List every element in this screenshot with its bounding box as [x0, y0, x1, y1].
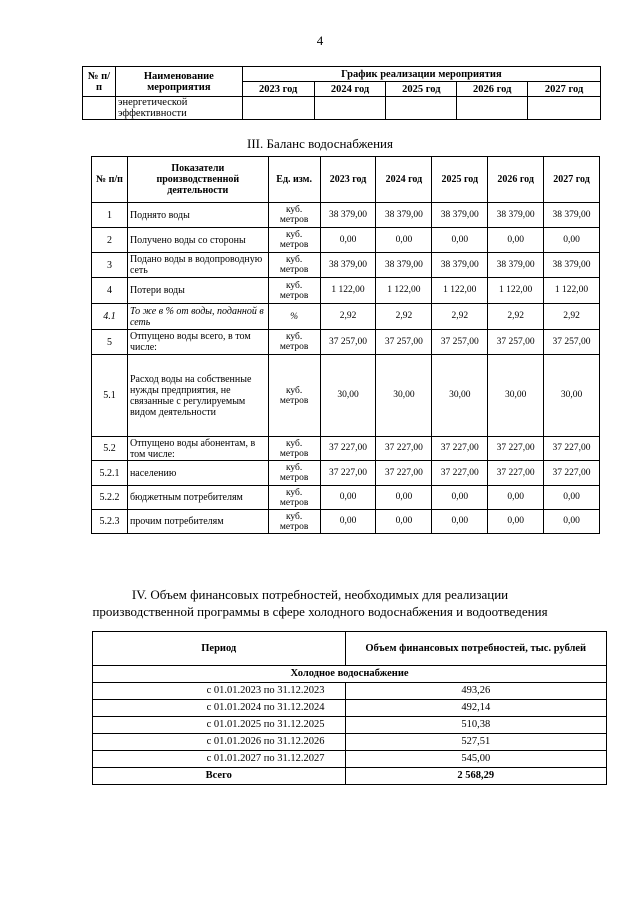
row-value: 30,00	[544, 355, 600, 437]
row-value: 2,92	[432, 304, 488, 330]
row-value: 37 227,00	[488, 461, 544, 486]
row-value: 0,00	[544, 228, 600, 253]
row-value: 0,00	[432, 486, 488, 510]
row-num: 4.1	[92, 304, 128, 330]
row-num: 5	[92, 330, 128, 355]
year-header: 2023 год	[320, 157, 376, 203]
row-value: 37 227,00	[544, 461, 600, 486]
total-value: 2 568,29	[345, 768, 607, 785]
header-measure-name: Наименование мероприятия	[115, 67, 242, 97]
group-row-cold-water: Холодное водоснабжение	[93, 666, 607, 683]
row-value: 1 122,00	[320, 278, 376, 304]
row-value: 37 227,00	[320, 437, 376, 461]
row-value: 38 379,00	[432, 203, 488, 228]
row-value: 1 122,00	[488, 278, 544, 304]
row-num: 5.2.2	[92, 486, 128, 510]
period-cell: с 01.01.2027 по 31.12.2027	[93, 751, 346, 768]
value-cell: 492,14	[345, 700, 607, 717]
row-value: 2,92	[376, 304, 432, 330]
row-value: 2,92	[488, 304, 544, 330]
page-number: 4	[316, 33, 324, 48]
row-num: 1	[92, 203, 128, 228]
table-row	[92, 278, 600, 304]
table-row	[92, 437, 600, 461]
row-indicator: Получено воды со стороны	[127, 228, 268, 253]
row-value: 0,00	[432, 228, 488, 253]
row-value: 37 227,00	[320, 461, 376, 486]
row-unit: куб. метров	[268, 355, 320, 437]
financial-needs-table	[92, 631, 607, 785]
period-cell: с 01.01.2024 по 31.12.2024	[93, 700, 346, 717]
row-value: 0,00	[376, 486, 432, 510]
year-header: 2026 год	[457, 82, 528, 97]
value-cell: 510,38	[345, 717, 607, 734]
value-cell: 527,51	[345, 734, 607, 751]
header-volume: Объем финансовых потребностей, тыс. рублей	[345, 632, 607, 666]
row-value: 0,00	[320, 510, 376, 534]
table-row	[92, 330, 600, 355]
row-num: 2	[92, 228, 128, 253]
row-value: 38 379,00	[320, 203, 376, 228]
header-schedule: График реализации мероприятия	[242, 67, 600, 82]
table-row	[92, 461, 600, 486]
water-balance-table	[91, 156, 600, 534]
section-title-line: производственной программы в сфере холодного водоснабжения и водоотведения	[92, 604, 548, 619]
row-unit: куб. метров	[268, 203, 320, 228]
row-value: 1 122,00	[432, 278, 488, 304]
row-value: 30,00	[432, 355, 488, 437]
row-value: 37 227,00	[488, 437, 544, 461]
section-title-water-balance: III. Баланс водоснабжения	[247, 136, 393, 151]
table-row	[83, 97, 601, 120]
measures-table	[82, 66, 601, 120]
row-value: 0,00	[320, 486, 376, 510]
header-indicator: Показатели производственной деятельности	[127, 157, 268, 203]
year-header: 2023 год	[242, 82, 314, 97]
row-value: 0,00	[488, 486, 544, 510]
row-indicator: Расход воды на собственные нужды предприятия, не связанные с регулируемым видом деятельности	[127, 355, 268, 437]
year-header: 2026 год	[488, 157, 544, 203]
row-unit: куб. метров	[268, 228, 320, 253]
row-value: 0,00	[544, 486, 600, 510]
row-value: 37 257,00	[488, 330, 544, 355]
row-indicator: прочим потребителям	[127, 510, 268, 534]
row-value: 0,00	[320, 228, 376, 253]
row-unit: куб. метров	[268, 278, 320, 304]
table-row	[92, 510, 600, 534]
year-header: 2027 год	[528, 82, 601, 97]
row-value: 0,00	[376, 228, 432, 253]
row-value: 0,00	[544, 510, 600, 534]
table-row	[93, 734, 607, 751]
row-unit: куб. метров	[268, 486, 320, 510]
row-unit: куб. метров	[268, 461, 320, 486]
year-header: 2025 год	[432, 157, 488, 203]
table-row	[92, 486, 600, 510]
row-value: 38 379,00	[376, 253, 432, 278]
row-num: 3	[92, 253, 128, 278]
row-value: 0,00	[488, 510, 544, 534]
period-cell: с 01.01.2026 по 31.12.2026	[93, 734, 346, 751]
row-indicator: Потери воды	[127, 278, 268, 304]
row-value: 30,00	[320, 355, 376, 437]
table-row	[92, 304, 600, 330]
row-value: 37 257,00	[544, 330, 600, 355]
row-indicator: населению	[127, 461, 268, 486]
row-value: 38 379,00	[544, 203, 600, 228]
row-value: 37 257,00	[432, 330, 488, 355]
row-unit: куб. метров	[268, 330, 320, 355]
row-value: 37 227,00	[376, 437, 432, 461]
row-value: 0,00	[376, 510, 432, 534]
row-indicator: Поднято воды	[127, 203, 268, 228]
row-indicator: Отпущено воды всего, в том числе:	[127, 330, 268, 355]
header-num: № п/п	[92, 157, 128, 203]
row-value: 38 379,00	[488, 203, 544, 228]
row-indicator: Отпущено воды абонентам, в том числе:	[127, 437, 268, 461]
section-title-financial-needs	[0, 586, 640, 620]
row-value: 30,00	[376, 355, 432, 437]
section-title-line: IV. Объем финансовых потребностей, необходимых для реализации	[131, 587, 509, 602]
row-value: 2,92	[544, 304, 600, 330]
table-row	[93, 683, 607, 700]
row-num: 5.2	[92, 437, 128, 461]
table-row	[92, 355, 600, 437]
table-row	[92, 228, 600, 253]
row-value: 38 379,00	[320, 253, 376, 278]
table-row	[93, 700, 607, 717]
row-num: 5.1	[92, 355, 128, 437]
row-value: 1 122,00	[544, 278, 600, 304]
measure-name-line: энергетической	[117, 97, 188, 108]
year-header: 2027 год	[544, 157, 600, 203]
row-unit: куб. метров	[268, 510, 320, 534]
measure-name-cell	[115, 97, 242, 120]
row-value: 38 379,00	[544, 253, 600, 278]
value-cell: 545,00	[345, 751, 607, 768]
row-value: 38 379,00	[488, 253, 544, 278]
row-value: 38 379,00	[376, 203, 432, 228]
row-value: 0,00	[488, 228, 544, 253]
row-value: 37 257,00	[320, 330, 376, 355]
year-header: 2025 год	[386, 82, 457, 97]
row-value: 37 227,00	[432, 461, 488, 486]
row-value: 37 227,00	[432, 437, 488, 461]
table-row	[92, 253, 600, 278]
table-row	[92, 203, 600, 228]
row-value: 0,00	[432, 510, 488, 534]
row-indicator: Подано воды в водопроводную сеть	[127, 253, 268, 278]
row-num: 4	[92, 278, 128, 304]
year-header: 2024 год	[376, 157, 432, 203]
row-value: 37 227,00	[544, 437, 600, 461]
row-unit: куб. метров	[268, 253, 320, 278]
row-value: 2,92	[320, 304, 376, 330]
year-header: 2024 год	[314, 82, 386, 97]
row-value: 30,00	[488, 355, 544, 437]
row-num: 5.2.3	[92, 510, 128, 534]
table-row	[93, 751, 607, 768]
table-row	[93, 717, 607, 734]
row-unit: %	[268, 304, 320, 330]
row-value: 1 122,00	[376, 278, 432, 304]
row-num: 5.2.1	[92, 461, 128, 486]
row-indicator: То же в % от воды, поданной в сеть	[127, 304, 268, 330]
row-value: 37 257,00	[376, 330, 432, 355]
period-cell: с 01.01.2025 по 31.12.2025	[93, 717, 346, 734]
row-value: 38 379,00	[432, 253, 488, 278]
total-label: Всего	[93, 768, 346, 785]
row-unit: куб. метров	[268, 437, 320, 461]
row-indicator: бюджетным потребителям	[127, 486, 268, 510]
header-unit: Ед. изм.	[268, 157, 320, 203]
row-value: 37 227,00	[376, 461, 432, 486]
header-num: № п/п	[83, 67, 116, 97]
measure-name-line: эффективности	[117, 108, 187, 119]
period-cell: с 01.01.2023 по 31.12.2023	[93, 683, 346, 700]
value-cell: 493,26	[345, 683, 607, 700]
header-period: Период	[93, 632, 346, 666]
